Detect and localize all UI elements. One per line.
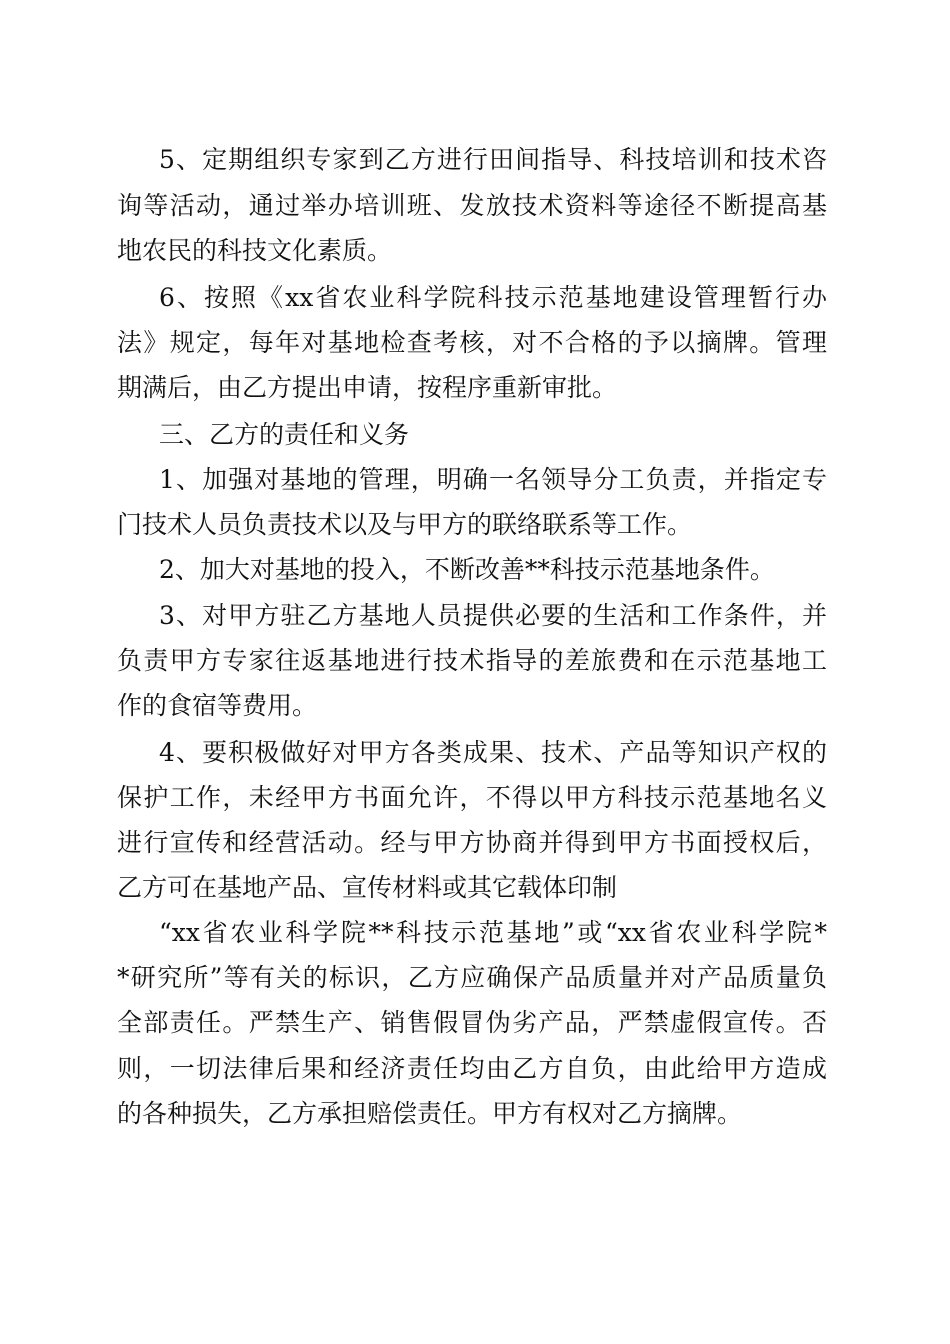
paragraph-duty-3-line-2: 负责甲方专家往返基地进行技术指导的差旅费和在示范基地工 bbox=[117, 646, 827, 675]
paragraph-duty-2-line-1: 2、加大对基地的投入，不断改善**科技示范基地条件。 bbox=[159, 555, 775, 584]
paragraph-item-5-line-1: 5、定期组织专家到乙方进行田间指导、科技培训和技术咨 bbox=[159, 145, 827, 174]
paragraph-duty-4-cont-line-4: 则，一切法律后果和经济责任均由乙方自负，由此给甲方造成 bbox=[117, 1054, 827, 1083]
paragraph-duty-4-cont-line-3: 全部责任。严禁生产、销售假冒伪劣产品，严禁虚假宣传。否 bbox=[117, 1008, 827, 1037]
paragraph-duty-1-line-1: 1、加强对基地的管理，明确一名领导分工负责，并指定专 bbox=[159, 465, 827, 494]
paragraph-item-6-line-1: 6、按照《xx省农业科学院科技示范基地建设管理暂行办 bbox=[159, 283, 827, 312]
paragraph-item-6-line-2: 法》规定，每年对基地检查考核，对不合格的予以摘牌。管理 bbox=[117, 328, 827, 357]
paragraph-duty-4-line-1: 4、要积极做好对甲方各类成果、技术、产品等知识产权的 bbox=[159, 738, 827, 767]
paragraph-duty-4-cont-line-2: *研究所”等有关的标识，乙方应确保产品质量并对产品质量负 bbox=[117, 963, 827, 992]
paragraph-duty-3-line-3: 作的食宿等费用。 bbox=[117, 691, 318, 720]
paragraph-duty-3-line-1: 3、对甲方驻乙方基地人员提供必要的生活和工作条件，并 bbox=[159, 601, 827, 630]
paragraph-duty-4-cont-line-5: 的各种损失，乙方承担赔偿责任。甲方有权对乙方摘牌。 bbox=[117, 1099, 743, 1128]
paragraph-item-5-line-2: 询等活动，通过举办培训班、发放技术资料等途径不断提高基 bbox=[117, 191, 827, 220]
paragraph-item-5-line-3: 地农民的科技文化素质。 bbox=[117, 236, 393, 265]
paragraph-item-6-line-3: 期满后，由乙方提出申请，按程序重新审批。 bbox=[117, 373, 618, 402]
paragraph-duty-4-line-2: 保护工作，未经甲方书面允许，不得以甲方科技示范基地名义 bbox=[117, 783, 827, 812]
paragraph-duty-1-line-2: 门技术人员负责技术以及与甲方的联络联系等工作。 bbox=[117, 510, 693, 539]
paragraph-duty-4-line-4: 乙方可在基地产品、宣传材料或其它载体印制 bbox=[117, 873, 618, 902]
section-3-heading: 三、乙方的责任和义务 bbox=[159, 420, 410, 449]
paragraph-duty-4-cont-line-1: “xx省农业科学院**科技示范基地”或“xx省农业科学院* bbox=[159, 918, 827, 947]
paragraph-duty-4-line-3: 进行宣传和经营活动。经与甲方协商并得到甲方书面授权后， bbox=[117, 828, 827, 857]
